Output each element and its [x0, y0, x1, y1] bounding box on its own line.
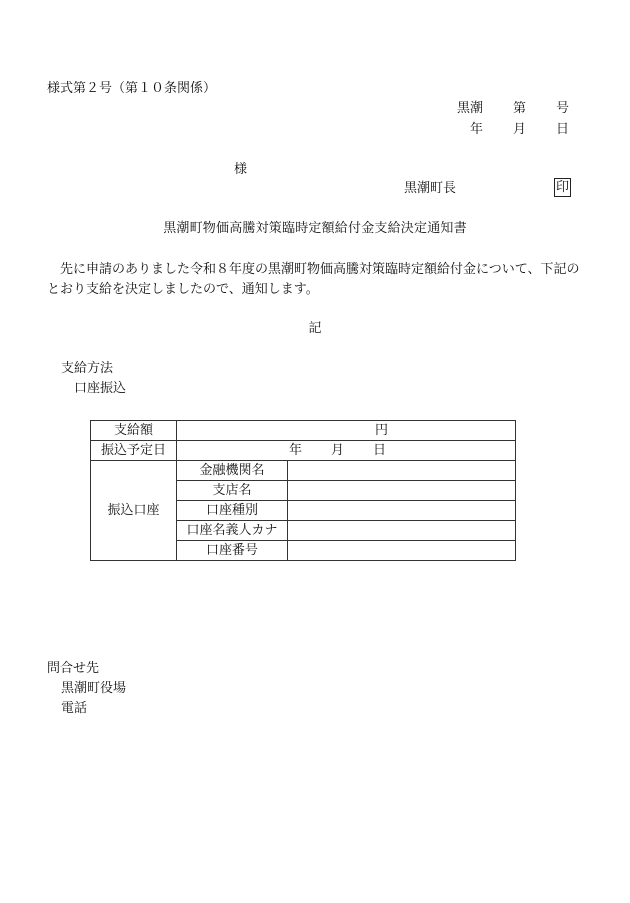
account-number-label: 口座番号 — [177, 541, 288, 561]
contact-phone-label: 電話 — [61, 701, 88, 716]
seal-box: 印 — [556, 180, 570, 195]
account-holder-kana-label: 口座名義人カナ — [177, 521, 288, 541]
table-row — [91, 441, 516, 461]
amount-label: 支給額 — [91, 421, 177, 441]
account-holder-kana-value-cell — [288, 521, 516, 541]
issue-date-month: 月 — [512, 122, 526, 137]
issue-number-go: 号 — [555, 101, 569, 116]
issue-number-prefix: 黒潮 — [456, 101, 483, 116]
contact-heading: 問合せ先 — [47, 661, 100, 676]
addressee-suffix: 様 — [234, 162, 248, 177]
payment-method-heading: 支給方法 — [61, 361, 114, 376]
contact-office: 黒潮町役場 — [61, 681, 127, 696]
transfer-date-value-cell — [177, 441, 516, 461]
ki-heading: 記 — [308, 321, 322, 336]
sender-name: 黒潮町長 — [404, 181, 457, 196]
form-number-label: 様式第２号（第１０条関係） — [47, 81, 217, 96]
issue-number-line — [457, 100, 569, 117]
payment-method-value: 口座振込 — [74, 381, 127, 396]
issue-date-line — [470, 121, 569, 138]
issue-date-day: 日 — [555, 122, 569, 137]
amount-value-cell: 円 — [177, 421, 516, 441]
notice-body: 先に申請のありました令和８年度の黒潮町物価高騰対策臨時定額給付金について、下記のとおり支給を決定しましたので、通知します。 — [47, 262, 580, 297]
bank-name-value-cell — [288, 461, 516, 481]
bank-name-label: 金融機関名 — [177, 461, 288, 481]
document-title: 黒潮町物価高騰対策臨時定額給付金支給決定通知書 — [163, 221, 467, 236]
transfer-date-year: 年 — [289, 443, 303, 458]
branch-name-label: 支店名 — [177, 481, 288, 501]
transfer-date-month: 月 — [331, 443, 345, 458]
account-type-label: 口座種別 — [177, 501, 288, 521]
account-label: 振込口座 — [91, 461, 177, 561]
issue-number-dai: 第 — [512, 101, 526, 116]
table-row — [91, 461, 516, 481]
account-number-value-cell — [288, 541, 516, 561]
transfer-date-label: 振込予定日 — [91, 441, 177, 461]
account-type-value-cell — [288, 501, 516, 521]
transfer-date-day: 日 — [373, 443, 387, 458]
payment-details-table — [90, 420, 516, 561]
table-row — [91, 421, 516, 441]
issue-date-year: 年 — [469, 122, 483, 137]
branch-name-value-cell — [288, 481, 516, 501]
